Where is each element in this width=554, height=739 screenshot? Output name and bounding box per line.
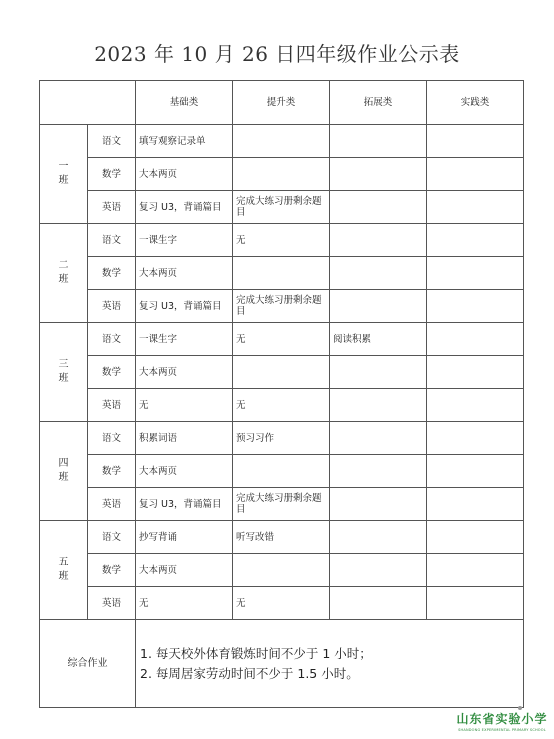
school-logo [452, 710, 552, 732]
table-row [40, 191, 524, 224]
homework-cell [330, 257, 427, 290]
table-row [40, 488, 524, 521]
homework-cell: 大本两页 [136, 158, 233, 191]
logo-chinese-name: 山东省实验小学 [456, 712, 548, 726]
homework-cell [427, 323, 524, 356]
table-row [40, 158, 524, 191]
homework-cell: 大本两页 [136, 554, 233, 587]
homework-table [39, 80, 524, 708]
homework-cell [330, 422, 427, 455]
subject-label: 数学 [88, 455, 136, 488]
table-row [40, 587, 524, 620]
homework-cell: 填写观察记录单 [136, 125, 233, 158]
subject-label: 语文 [88, 323, 136, 356]
summary-label: 综合作业 [40, 620, 136, 708]
table-row [40, 257, 524, 290]
homework-cell [233, 158, 330, 191]
homework-cell: 完成大练习册剩余题目 [233, 290, 330, 323]
table-row [40, 554, 524, 587]
homework-cell [233, 257, 330, 290]
homework-cell: 完成大练习册剩余题目 [233, 191, 330, 224]
subject-label: 数学 [88, 158, 136, 191]
homework-cell [330, 389, 427, 422]
homework-cell: 无 [233, 389, 330, 422]
subject-label: 数学 [88, 257, 136, 290]
logo-english-name: SHANDONG EXPERIMENTAL PRIMARY SCHOOL [458, 728, 546, 732]
subject-label: 英语 [88, 488, 136, 521]
column-header: 基础类 [136, 81, 233, 125]
homework-cell: 预习习作 [233, 422, 330, 455]
homework-cell: 无 [233, 587, 330, 620]
column-header: 拓展类 [330, 81, 427, 125]
homework-cell: 一课生字 [136, 224, 233, 257]
homework-cell [427, 422, 524, 455]
homework-cell: 无 [136, 389, 233, 422]
homework-cell [233, 125, 330, 158]
subject-label: 数学 [88, 356, 136, 389]
homework-cell [427, 554, 524, 587]
summary-line: 1. 每天校外体育锻炼时间不少于 1 小时； [140, 645, 372, 661]
homework-cell [330, 158, 427, 191]
homework-cell [427, 125, 524, 158]
column-header: 提升类 [233, 81, 330, 125]
subject-label: 数学 [88, 554, 136, 587]
homework-cell [427, 587, 524, 620]
class-name: 三 班 [40, 323, 88, 422]
homework-cell: 抄写背诵 [136, 521, 233, 554]
homework-cell [427, 224, 524, 257]
homework-cell [427, 257, 524, 290]
homework-cell [330, 554, 427, 587]
homework-cell: 无 [233, 224, 330, 257]
table-row [40, 125, 524, 158]
homework-cell [233, 455, 330, 488]
homework-cell [233, 554, 330, 587]
homework-cell [427, 191, 524, 224]
table-row [40, 224, 524, 257]
table-row [40, 356, 524, 389]
table-row [40, 521, 524, 554]
homework-cell [427, 455, 524, 488]
subject-label: 英语 [88, 389, 136, 422]
homework-cell: 大本两页 [136, 257, 233, 290]
homework-cell: 无 [233, 323, 330, 356]
column-header: 实践类 [427, 81, 524, 125]
subject-label: 语文 [88, 521, 136, 554]
homework-cell [330, 521, 427, 554]
homework-cell [330, 191, 427, 224]
table-row [40, 455, 524, 488]
homework-cell [427, 290, 524, 323]
homework-cell [330, 224, 427, 257]
homework-cell: 阅读积累 [330, 323, 427, 356]
table-row [40, 389, 524, 422]
subject-label: 英语 [88, 191, 136, 224]
homework-cell: 无 [136, 587, 233, 620]
summary-line: 2. 每周居家劳动时间不少于 1.5 小时。 [140, 665, 359, 681]
table-header-row [40, 81, 524, 125]
homework-cell [427, 389, 524, 422]
table-row [40, 290, 524, 323]
homework-cell: 复习 U3，背诵篇目 [136, 290, 233, 323]
subject-label: 英语 [88, 290, 136, 323]
class-name: 二 班 [40, 224, 88, 323]
subject-label: 语文 [88, 125, 136, 158]
header-corner [40, 81, 136, 125]
homework-cell [330, 587, 427, 620]
homework-cell [330, 125, 427, 158]
decorative-dot [518, 706, 522, 710]
homework-cell: 听写改错 [233, 521, 330, 554]
homework-cell [233, 356, 330, 389]
homework-cell: 复习 U3，背诵篇目 [136, 191, 233, 224]
class-name: 四 班 [40, 422, 88, 521]
homework-cell: 完成大练习册剩余题目 [233, 488, 330, 521]
homework-cell: 一课生字 [136, 323, 233, 356]
homework-cell [330, 455, 427, 488]
homework-cell [427, 521, 524, 554]
class-name: 一 班 [40, 125, 88, 224]
homework-cell [330, 356, 427, 389]
subject-label: 英语 [88, 587, 136, 620]
table-row [40, 422, 524, 455]
homework-cell [427, 488, 524, 521]
homework-cell: 大本两页 [136, 455, 233, 488]
class-name: 五 班 [40, 521, 88, 620]
summary-content [136, 620, 524, 708]
summary-row [40, 620, 524, 708]
homework-cell [427, 158, 524, 191]
table-row [40, 323, 524, 356]
homework-cell: 积累词语 [136, 422, 233, 455]
homework-cell: 复习 U3，背诵篇目 [136, 488, 233, 521]
subject-label: 语文 [88, 422, 136, 455]
page-title: 2023 年 10 月 26 日四年级作业公示表 [94, 42, 460, 66]
subject-label: 语文 [88, 224, 136, 257]
homework-cell [330, 488, 427, 521]
homework-cell [427, 356, 524, 389]
homework-cell [330, 290, 427, 323]
homework-cell: 大本两页 [136, 356, 233, 389]
